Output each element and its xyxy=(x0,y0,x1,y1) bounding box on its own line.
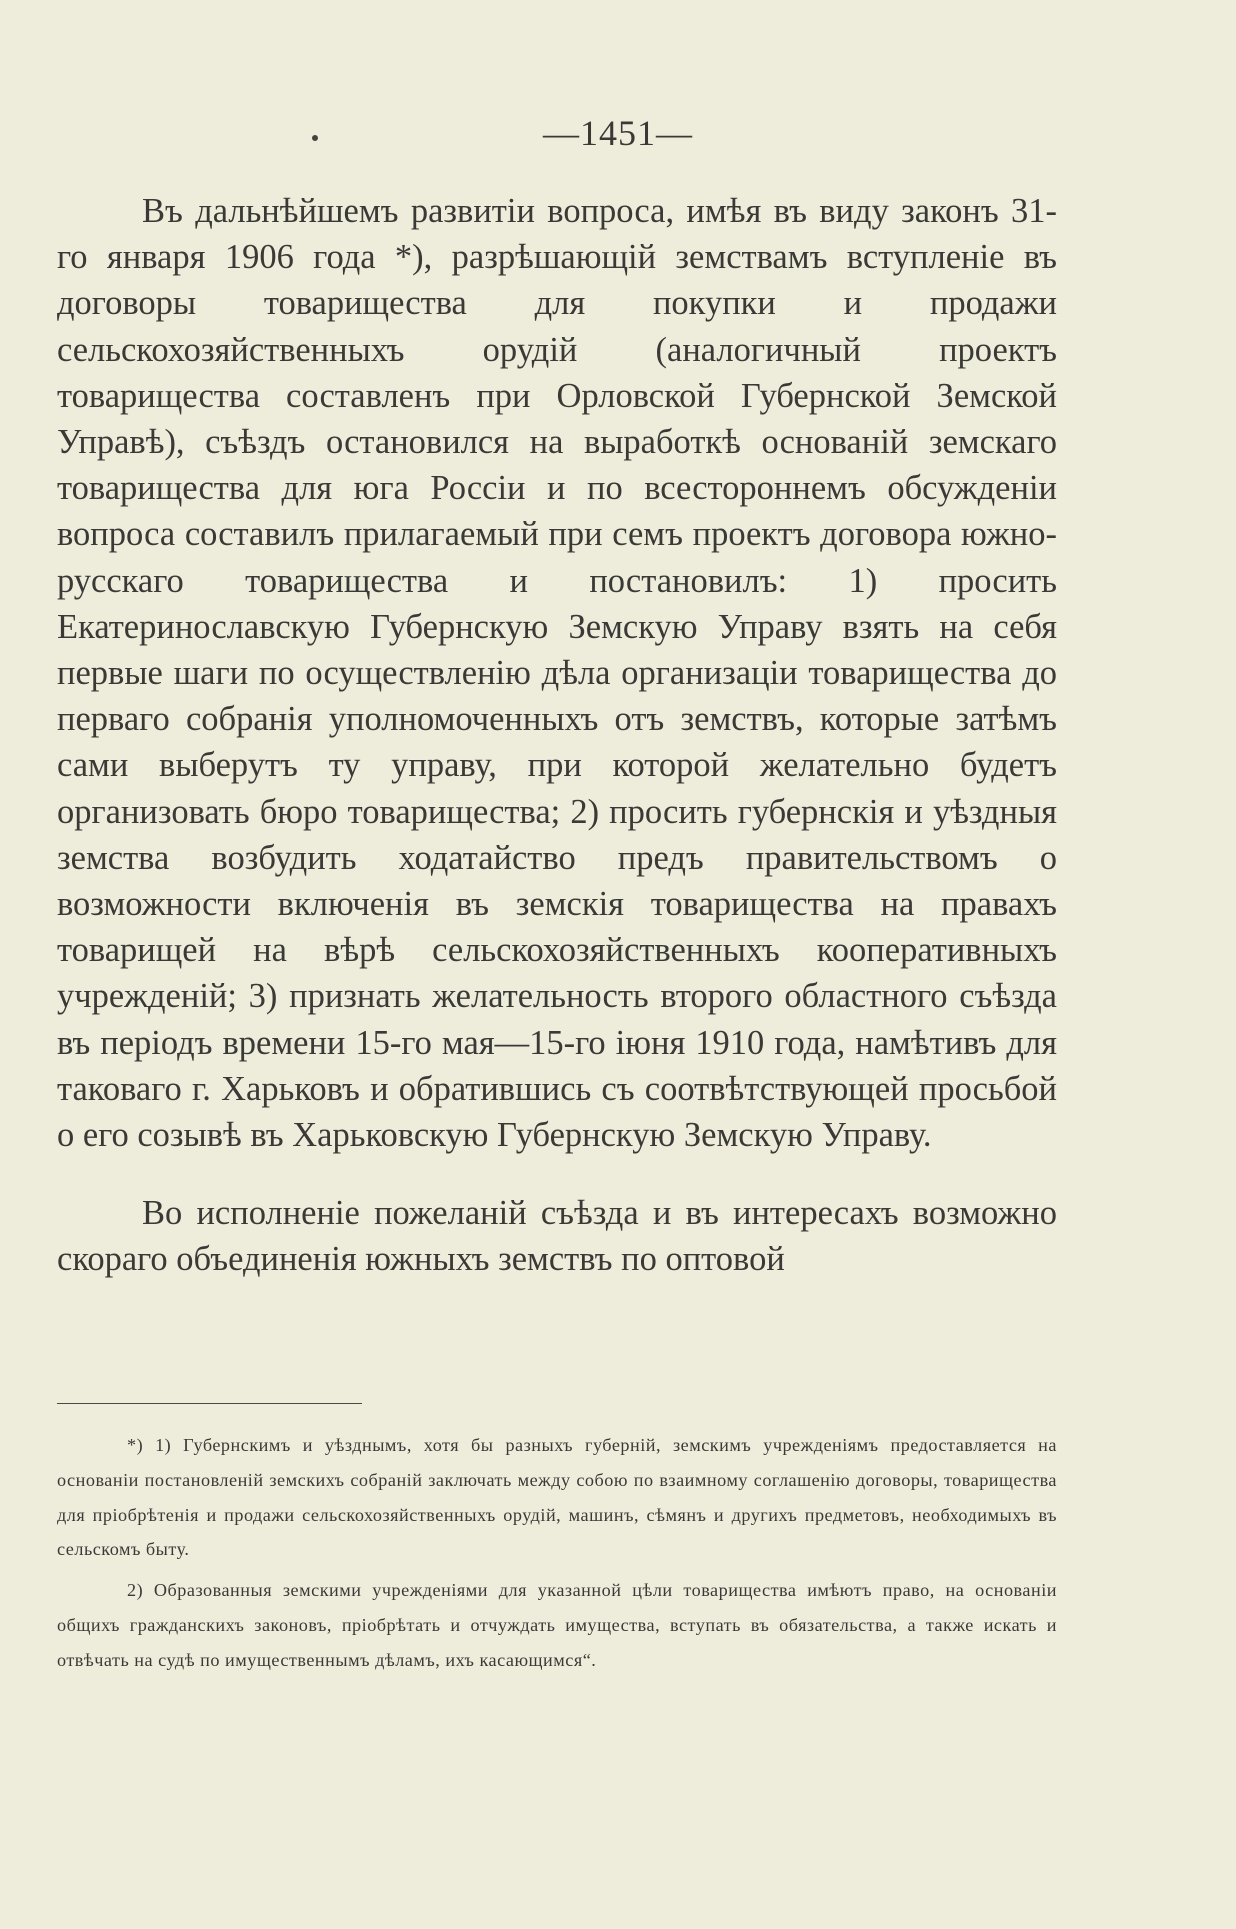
footnotes xyxy=(57,1428,1057,1678)
paragraph: Во исполненіе пожеланій съѣзда и въ интересахъ возможно скораго объединенія южныхъ земствъ по оптовой xyxy=(57,1194,1057,1279)
page-number: —1451— xyxy=(543,113,693,153)
footnote-divider xyxy=(57,1403,362,1404)
footnote: 2) Образованныя земскими учрежденіями для указанной цѣли товарищества имѣютъ право, на основаніи общихъ гражданскихъ законовъ, пріобрѣтать и отчуждать имущества, вступать въ обязательства, а также искать и отвѣчать на судѣ по имущественнымъ дѣламъ, ихъ касающимся“. xyxy=(57,1580,1057,1670)
footnote: *) 1) Губернскимъ и уѣзднымъ, хотя бы разныхъ губерній, земскимъ учрежденіямъ предоставляется на основаніи постановленій земскихъ собраній заключать между собою по взаимному соглашенію договоры, товарищества для пріобрѣтенія и продажи сельскохозяйственныхъ орудій, машинъ, сѣмянъ и другихъ предметовъ, необходимыхъ въ сельскомъ быту. xyxy=(57,1435,1057,1560)
main-text xyxy=(57,188,1057,1283)
paragraph: Въ дальнѣйшемъ развитіи вопроса, имѣя въ виду законъ 31-го января 1906 года *), разрѣшающій земствамъ вступленіе въ договоры товарищества для покупки и продажи сельскохозяйственныхъ орудій (аналогичный проектъ товарищества составленъ при Орловской Губернской Земской Управѣ), съѣздъ остановился на выработкѣ основаній земскаго товарищества для юга Россіи и по всестороннемъ обсужденіи вопроса составилъ прилагаемый при семъ проектъ договора южно-русскаго товарищества и постановилъ: 1) просить Екатеринославскую Губернскую Земскую Управу взять на себя первые шаги по осуществленію дѣла организаціи товарищества до перваго собранія уполномоченныхъ отъ земствъ, которые затѣмъ сами выберутъ ту управу, при которой желательно будетъ организовать бюро товарищества; 2) просить губернскія и уѣздныя земства возбудить ходатайство предъ правительствомъ о возможности включенія въ земскія товарищества на правахъ товарищей на вѣрѣ сельскохозяйственныхъ кооперативныхъ учрежденій; 3) признать желательность второго областного съѣзда въ періодъ времени 15-го мая—15-го іюня 1910 года, намѣтивъ для таковаго г. Харьковъ и обратившись съ соотвѣтствующей просьбой о его созывѣ въ Харьковскую Губернскую Земскую Управу. xyxy=(57,192,1057,1155)
